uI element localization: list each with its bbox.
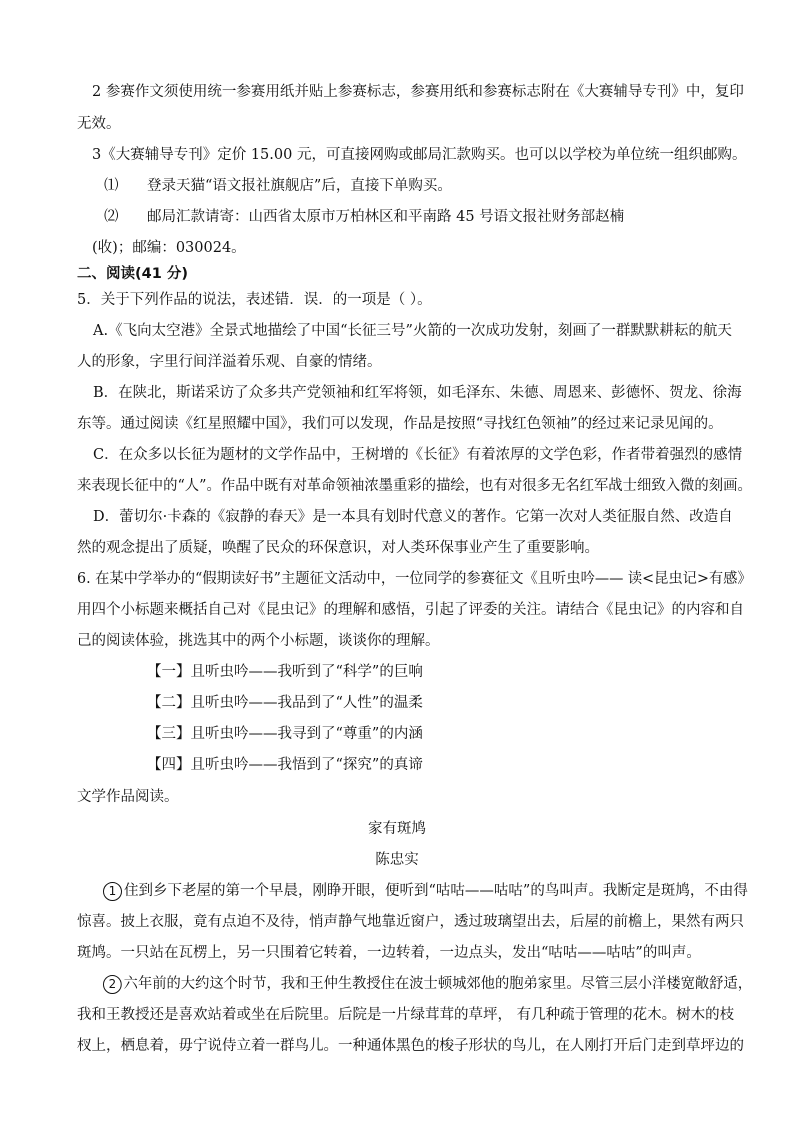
paragraph-2-line-2: 我和王教授还是喜欢站着或坐在后院里。后院是一片绿茸茸的草坪， 有几种疏于管理的花木。树木的枝: [77, 1007, 735, 1023]
purchase-option-1: 登录天猫“语文报社旗舰店”后，直接下单购买。: [147, 178, 452, 194]
option-c-line-1: C．在众多以长征为题材的文学作品中，王树增的《长征》有着浓厚的文学色彩，作者带着强烈的感情: [93, 447, 743, 463]
purchase-option-2-number: ⑵: [104, 209, 119, 225]
option-a-line-1: A.《飞向太空港》全景式地描绘了中国“长征三号”火箭的一次成功发射，刻画了一群默默耕耘的航天: [93, 323, 732, 339]
question-5: 5．关于下列作品的说法，表述错．误．的一项是（ ）。: [77, 292, 432, 308]
paragraph-1-line-3: 斑鸠。一只站在瓦楞上，另一只围着它转着，一边转着，一边点头，发出“咕咕——咕咕”的叫声。: [77, 945, 701, 961]
option-c-line-2: 来表现长征中的“人”。作品中既有对革命领袖浓墨重彩的描绘，也有对很多无名红军战士细致入微的刻画。: [77, 478, 752, 494]
rule-2-line-1: 2 参赛作文须使用统一参赛用纸并贴上参赛标志，参赛用纸和参赛标志附在《大赛辅导专刊》中，复印: [92, 84, 744, 100]
question-6-line-1: 6. 在某中学举办的“假期读好书”主题征文活动中，一位同学的参赛征文《且听虫吟—— 读<昆虫记>有感》: [77, 571, 752, 587]
rule-3-line: 3《大赛辅导专刊》定价 15.00 元，可直接网购或邮局汇款购买。也可以以学校为单位统一组织邮购。: [92, 147, 747, 163]
option-d-line-2: 然的观念提出了质疑，唤醒了民众的环保意识，对人类环保事业产生了重要影响。: [77, 540, 599, 556]
purchase-option-2: 邮局汇款请寄：山西省太原市万柏林区和平南路 45 号语文报社财务部赵楠: [147, 209, 625, 225]
subtitle-2: 【二】且听虫吟——我品到了“人性”的温柔: [147, 695, 423, 711]
article-title: 家有斑鸠: [368, 821, 426, 837]
section-heading-reading: 二、阅读(41 分): [77, 266, 188, 282]
subtitle-1: 【一】且听虫吟——我听到了“科学”的巨响: [147, 664, 423, 680]
question-6-line-2: 用四个小标题来概括自己对《昆虫记》的理解和感悟，引起了评委的关注。请结合《昆虫记》的内容和自: [77, 602, 744, 618]
paragraph-2-line-3: 杈上，栖息着，毋宁说侍立着一群鸟儿。一种通体黑色的梭子形状的鸟儿，在人刚打开后门走到草坪边的: [77, 1038, 744, 1054]
rule-2-line-2: 无效。: [77, 116, 121, 132]
article-author: 陈忠实: [375, 852, 419, 868]
option-d-line-1: D．蕾切尔·卡森的《寂静的春天》是一本具有划时代意义的著作。它第一次对人类征服自然、改造自: [93, 509, 733, 525]
question-6-line-3: 己的阅读体验，挑选其中的两个小标题，谈谈你的理解。: [77, 633, 440, 649]
paragraph-2-line-1: [103, 974, 752, 994]
paragraph-2-number: 2: [103, 975, 122, 994]
option-a-line-2: 人的形象，字里行间洋溢着乐观、自豪的情绪。: [77, 354, 382, 370]
option-b-line-2: 东等。通过阅读《红星照耀中国》，我们可以发现，作品是按照“寻找红色领袖”的经过来记录见闻的。: [77, 416, 723, 432]
paragraph-1-line-1: [103, 881, 748, 901]
paragraph-1-text: 住到乡下老屋的第一个早晨，刚睁开眼，便听到“咕咕——咕咕”的鸟叫声。我断定是斑鸠，不由得: [124, 883, 748, 899]
paragraph-1-line-2: 惊喜。披上衣服，竟有点迫不及待，悄声静气地靠近窗户，透过玻璃望出去，后屋的前檐上，果然有两只: [77, 914, 744, 930]
subtitle-3: 【三】且听虫吟——我寻到了“尊重”的内涵: [147, 726, 423, 742]
paragraph-1-number: 1: [103, 882, 122, 901]
postal-code-line: (收)；邮编：030024。: [92, 240, 246, 256]
subtitle-4: 【四】且听虫吟——我悟到了“探究”的真谛: [147, 757, 423, 773]
option-b-line-1: B．在陕北，斯诺采访了众多共产党领袖和红军将领，如毛泽东、朱德、周恩来、彭德怀、贺龙、徐海: [93, 385, 742, 401]
literary-reading-label: 文学作品阅读。: [77, 789, 179, 805]
paragraph-2-text: 六年前的大约这个时节，我和王仲生教授住在波士顿城郊他的胞弟家里。尽管三层小洋楼宽敞舒适，: [123, 976, 752, 992]
purchase-option-1-number: ⑴: [104, 178, 119, 194]
